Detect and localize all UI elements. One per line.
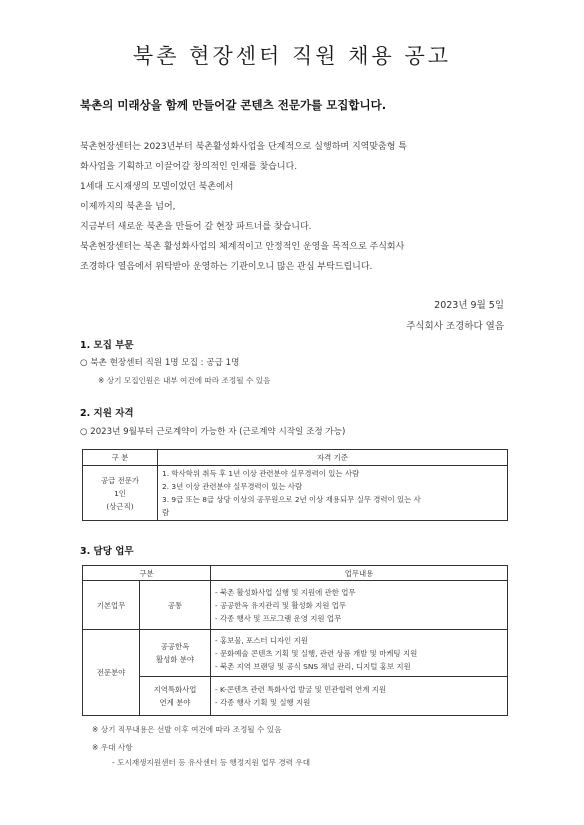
- table-row: [83, 630, 508, 677]
- intro-line: 이제까지의 북촌을 넘어,: [80, 202, 176, 212]
- requirement-line: 1. 학사학위 취득 후 1년 이상 관련분야 실무경력이 있는 사람: [162, 469, 360, 478]
- requirement-line: 3. 9급 또는 8급 상당 이상의 공무원으로 2년 이상 재용되무 실무 경력이 있는 사: [162, 495, 421, 504]
- preference-item: - 도시재생지원센터 등 유사센터 등 행정지원 업무 경력 우대: [112, 758, 311, 767]
- category-line: (상근직): [106, 501, 134, 511]
- duty-subgroup: [140, 630, 211, 677]
- duty-group: 기본업무: [83, 581, 140, 630]
- intro-line: 조경하다 열음에서 위탁받아 운영하는 기관이오니 많은 관심 부탁드립니다.: [80, 262, 373, 272]
- duties-note: ※ 상기 직무내용은 선발 이후 여건에 따라 조정될 수 있음: [92, 725, 282, 734]
- duty-tasks: [211, 677, 508, 716]
- task-line: - 각종 행사 기획 및 실행 지원: [215, 698, 311, 707]
- qualification-category: [83, 466, 158, 521]
- duty-subgroup: [140, 677, 211, 716]
- intro-line: 북촌현장센터는 북촌 활성화사업의 체계적이고 안정적인 운영을 목적으로 주식회사: [80, 242, 405, 252]
- category-line: 공급 전문가: [100, 475, 140, 485]
- table-header-cell: 구 분: [83, 450, 158, 466]
- task-line: - 문화예술 콘텐츠 기획 및 실행, 관련 상품 개발 및 마케팅 지원: [215, 648, 418, 658]
- task-line: - K-콘텐츠 관련 특화사업 발굴 및 민관협력 연계 지원: [215, 685, 386, 694]
- company-name: 주식회사 조경하다 열음: [406, 321, 504, 332]
- subgroup-line: 공공한옥: [160, 642, 190, 651]
- task-line: - 각종 행사 및 프로그램 운영 지원 업무: [215, 613, 342, 623]
- qualification-requirements: [158, 466, 508, 521]
- requirement-line: 2. 3년 이상 관련분야 실무경력이 있는 사람: [162, 482, 303, 491]
- duties-table: [82, 565, 508, 716]
- table-header-cell: 자격 기준: [158, 450, 508, 466]
- recruitment-note: ※ 상기 모집인원은 내부 여건에 따라 조정될 수 있음: [98, 376, 271, 385]
- table-row: [83, 466, 508, 521]
- requirement-line: 람: [162, 508, 170, 517]
- subgroup-line: 지역특화사업: [153, 685, 197, 694]
- subgroup-line: 연계 분야: [159, 698, 191, 707]
- task-line: - 공공한옥 유지관리 및 활성화 지원 업무: [215, 600, 346, 610]
- table-header-cell: 업무내용: [211, 566, 508, 581]
- duty-subgroup: 공통: [140, 581, 211, 630]
- intro-line: 화사업을 기획하고 이끌어갈 창의적인 인재를 찾습니다.: [80, 162, 298, 172]
- recruitment-item: ○ 북촌 현장센터 직원 1명 모집 : 공급 1명: [80, 358, 240, 368]
- table-row: [83, 677, 508, 716]
- subgroup-line: 활성화 분야: [155, 655, 195, 664]
- task-line: - 북촌 지역 브랜딩 및 공식 SNS 채널 관리, 디지털 홍보 지원: [215, 661, 411, 671]
- section-heading-qualification: 2. 지원 자격: [80, 408, 134, 419]
- qualification-item: ○ 2023년 9월부터 근로계약이 가능한 자 (근로계약 시작일 조정 가능): [80, 427, 346, 437]
- duty-tasks: [211, 581, 508, 630]
- section-heading-recruitment: 1. 모집 부문: [80, 340, 134, 351]
- duty-group: 전문분야: [83, 630, 140, 716]
- intro-paragraph: [80, 137, 510, 277]
- task-line: - 북촌 활성화사업 실행 및 지원에 관한 업무: [215, 587, 356, 597]
- section-heading-duties: 3. 담당 업무: [80, 546, 134, 557]
- posting-date: 2023년 9월 5일: [434, 300, 504, 311]
- task-line: - 홍보물, 포스터 디자인 지원: [215, 635, 308, 645]
- table-header-cell: 구분: [83, 566, 211, 581]
- intro-line: 1세대 도시재생의 모델이었던 북촌에서: [80, 182, 234, 192]
- intro-line: 지금부터 새로운 북촌을 만들어 갈 현장 파트너를 찾습니다.: [80, 222, 312, 232]
- duty-tasks: [211, 630, 508, 677]
- qualification-table: [82, 449, 508, 521]
- page-subtitle: 북촌의 미래상을 함께 만들어갈 콘텐츠 전문가를 모집합니다.: [80, 98, 387, 112]
- preference-heading: ※ 우대 사항: [92, 743, 133, 752]
- table-row: [83, 581, 508, 630]
- category-line: 1인: [114, 488, 126, 498]
- page-title: 북촌 현장센터 직원 채용 공고: [132, 44, 452, 68]
- intro-line: 북촌현장센터는 2023년부터 북촌활성화사업을 단계적으로 실행하며 지역맞춤형 특: [80, 142, 407, 152]
